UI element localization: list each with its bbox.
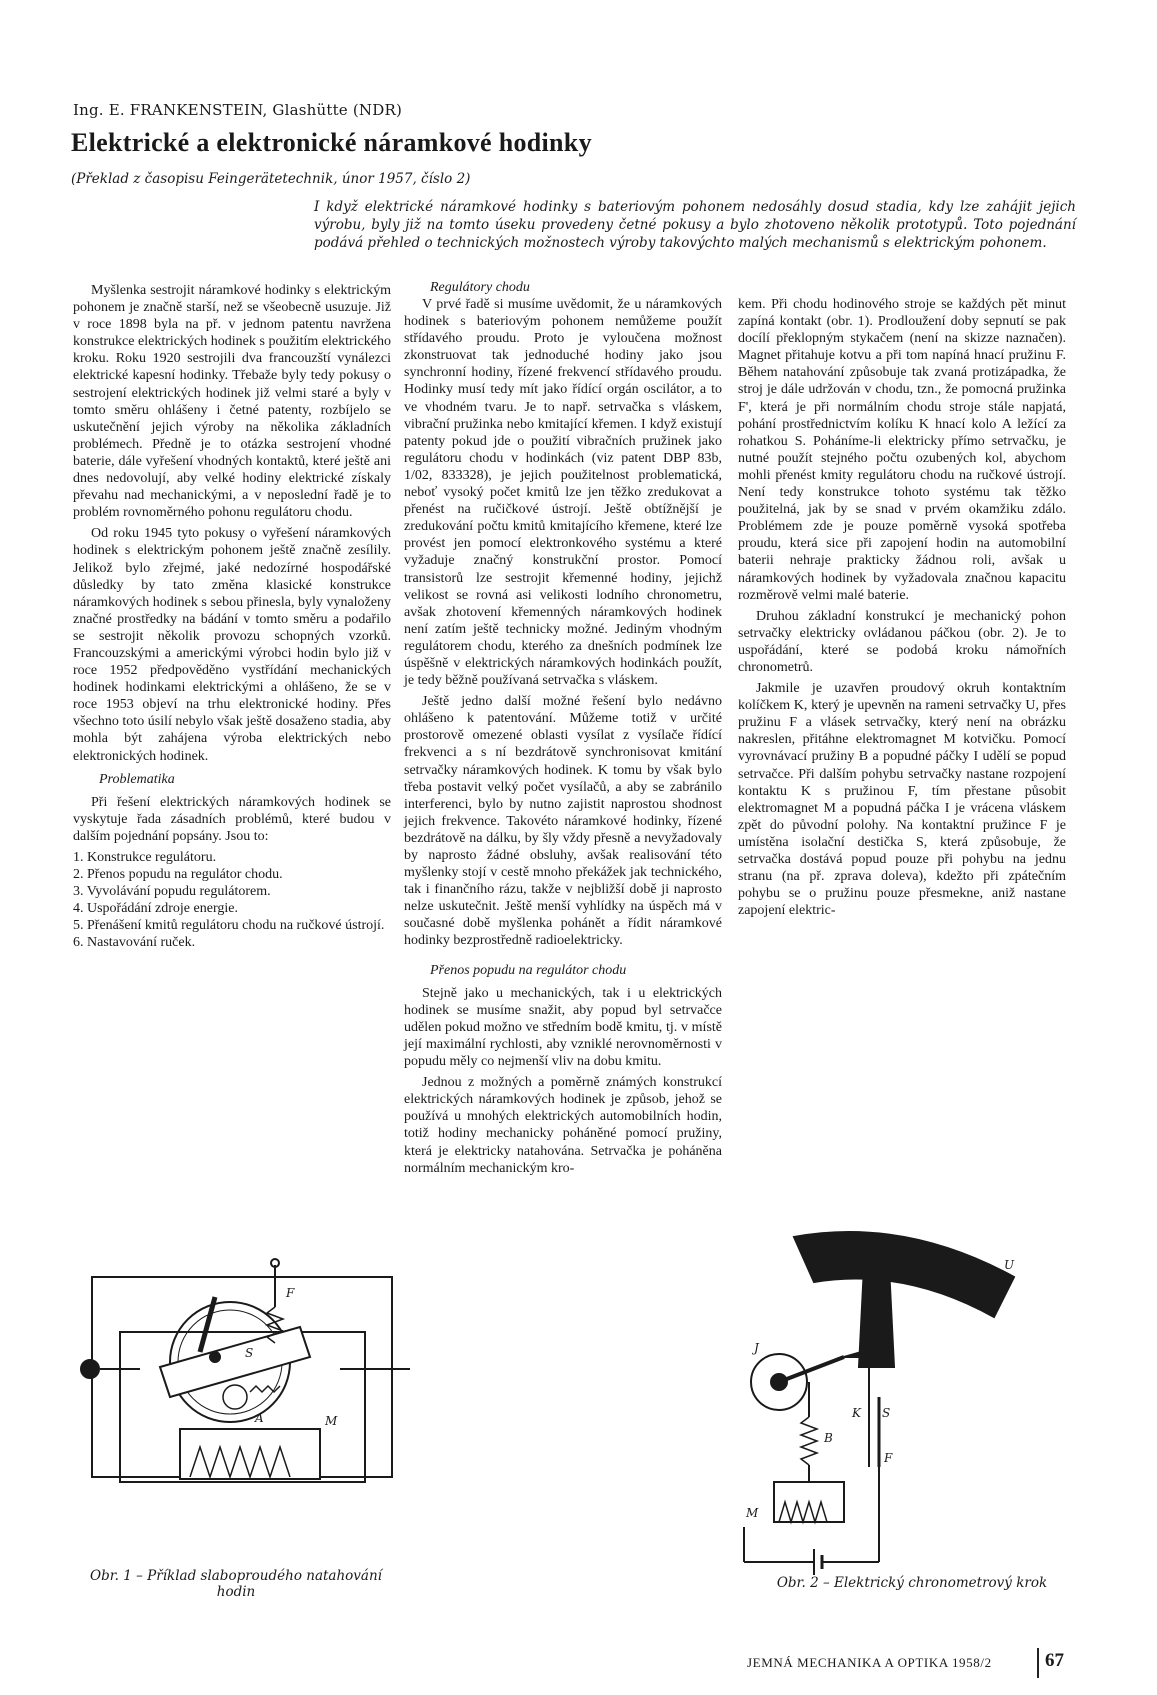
paragraph: Ještě jedno další možné řešení bylo nedávno ohlášeno k patentování. Můžeme totiž v určité prostorově omezené oblasti vysílat z vysílače řídící frekvenci a s ní bezdrátově synchronisovat kmitání setrvačky náramkových hodinek. K tomu by však bylo třeba postavit velký počet vysílačů, a aby se zabránilo interferenci, bylo by nutno zajistit naprostou shodnost jejich frekvence. Takovéto náramkové hodinky, řízené bezdrátově na dálku, by šly vždy přesně a nevyžadovaly by naprosto žádné obsluhy, avšak realisování této myšlenky stojí v cestě mnoho překážek jak technického, tak i finančního rázu, takže v nejbližší době ji naprosto nelze uskutečnit. Ještě menší vyhlídky na úspěch má v současné době myšlenka pohánět a řídit náramkové hodinky bezprostředně radioelektricky. [404, 694, 722, 949]
paragraph: V prvé řadě si musíme uvědomit, že u náramkových hodinek s bateriovým pohonem nemůžeme použít střídavého proudu. Proto je vyloučena možnost zkonstruovat tak jednoduché hodiny jako jsou synchronní hodiny, řízené frekvencí střídavého proudu. Hodinky musí tedy mít jako řídící orgán oscilátor, a to ve vhodném tvaru. Je to např. setrvačka s vláskem, vibrační pružinka nebo kmitající křemen. I když existují patenty pokud jde o použití vibračních pružinek jako regulátoru chodu v hodinkách (viz patent DBP 83b, 1/02, 833328), je jejich použitelnost problematická, neboť vysoký počet kmitů lze jen těžko zredukovat a přenést na ručičkové ústrojí. Ještě obtížnější je zredukování počtu kmitů kmitajícího křemene, které lze provést jen pomocí elektronkového systému a které vyžaduje značný konstrukční prostor. Pomocí transistorů lze sestrojit křemenné hodiny, jejichž velikost se rovná asi velikosti lodního chronometru, avšak zhotovení křemenných náramkových hodinek není zatím ještě technicky možné. Jediným vhodným regulátorem chodu, kterého za dnešních podmínek lze úspěšně v elektrických náramkových hodinkách použít, je tedy běžně používaná setrvačka s vláskem. [404, 297, 722, 689]
fig1-gear [223, 1385, 247, 1409]
author-line: Ing. E. FRANKENSTEIN, Glashütte (NDR) [73, 101, 402, 119]
problem-list [73, 849, 391, 952]
fig1-label-M: M [325, 1414, 338, 1428]
paragraph: kem. Při chodu hodinového stroje se každých pět minut zapíná kontakt (obr. 1). Prodloužení doby sepnutí se pak docílí překlopným stykačem (není na skizze naznačen). Magnet přitahuje kotvu a při tom napíná hnací pružinu F. Během natahování způsobuje tak zvaná protizápadka, že stroj je dále udržován v chodu, tzn., že pomocná pružinka F', která je při normálním chodu stroje stále napjatá, pohání prostřednictvím kolíku K hnací kolo A ležící za rohatkou S. Poháníme-li elektricky přímo setrvačku, je nutné použít stejného počtu ozubených kol, abychom mohli přenést kmity regulátoru chodu na ručkové ústrojí. Není tedy konstrukce tohoto systému tak těžko použitelná, jak by se snad v prvém okamžiku zdálo. Problémem zde je pouze poměrně vysoká spotřeba proudu, která sice při zapojení hodin na automobilní baterii nehraje prakticky žádnou roli, avšak u náramkových hodinek by vyžadovala značnou kapacitu rozměrově velmi malé baterie. [738, 297, 1066, 603]
list-item: 6. Nastavování ruček. [73, 935, 196, 951]
figure-1-caption: Obr. 1 – Příklad slaboproudého natahování hodin [90, 1568, 382, 1600]
list-item: 3. Vyvolávání popudu regulátorem. [73, 884, 271, 900]
figure-2-diagram [746, 1227, 1074, 1567]
fig2-label-F: F [884, 1451, 893, 1465]
fig1-lever [160, 1327, 310, 1397]
fig2-label-S: S [882, 1406, 891, 1420]
paragraph: Myšlenka sestrojit náramkové hodinky s elektrickým pohonem je značně starší, než se všeobecně usuzuje. Již v roce 1898 byla na př. v jednom patentu navržena konstrukce elektrických hodinek s použitím elektrického kroku. Roku 1920 sestrojili dva francouzští vynálezci elektrické kapesní hodinky. Třebaže byly tedy pokusy o sestrojení elektrických hodinek již velmi staré a byly v tomto směru ohlášeny i četné patenty, rozbíjelo se uskutečnění jejich výroby na několika základních problémech. Předně je to otázka sestrojení vhodné baterie, dále vyřešení vhodných kontaktů, které ještě ani dnes nedovolují, aby velké hodiny elektrické získaly převahu nad mechanickými, a v neposlední řadě je to problém rovnoměrného pohonu regulátoru chodu. [73, 283, 391, 521]
fig1-arm [200, 1297, 215, 1352]
section-heading-prenos: Přenos popudu na regulátor chodu [430, 962, 627, 978]
journal-footer: JEMNÁ MECHANIKA A OPTIKA 1958/2 [747, 1655, 992, 1670]
fig2-label-J: J [754, 1341, 759, 1355]
fig1-label-F: F [286, 1286, 295, 1300]
footer-divider [1037, 1648, 1039, 1678]
column-2 [404, 280, 722, 1181]
paragraph: Stejně jako u mechanických, tak i u elektrických hodinek se musíme snažit, aby popud byl setrvačce udělen pokud možno ve středním bodě kmitu, tj. v místě její maximální rychlosti, aby vzniklé nerovnoměrnosti v popudu měly co nejmenší vliv na dobu kmitu. [404, 985, 722, 1070]
paragraph: Od roku 1945 tyto pokusy o vyřešení náramkových hodinek s elektrickým pohonem ještě značně zesílily. Jelikož bylo zřejmé, jaké nedozírné hospodářské důsledky by tato změna klasické konstrukce náramkových hodinek s sebou přinesla, byly vynaloženy značné prostředky na bádání v tomto směru a podařilo se sestrojit několik provozu schopných vzorků. Francouzskými a americkými výrobci hodin bylo již v roce 1952 předpověděno vystřídání mechanických hodinek hodinkami elektrickými a ohlášeno, že se v roce 1953 objeví na trhu elektronické hodiny. Přes všechno toto úsilí nebylo však ještě dosaženo stadia, aby mohla být zahájena výroba elektrických nebo elektronických hodinek. [73, 526, 391, 764]
column-3 [738, 296, 1066, 923]
page-number: 67 [1045, 1650, 1064, 1671]
fig2-label-U: U [1004, 1258, 1015, 1272]
paragraph: Druhou základní konstrukcí je mechanický pohon setrvačky elektricky ovládanou páčkou (obr. 2). Je to uspořádání, které se podobá kroku námořních chronometrů. [738, 608, 1066, 675]
list-item: 2. Přenos popudu na regulátor chodu. [73, 867, 283, 883]
list-item: 5. Přenášení kmitů regulátoru chodu na ručkové ústrojí. [73, 918, 385, 934]
paragraph: Při řešení elektrických náramkových hodinek se vyskytuje řada zásadních problémů, které budou v dalším pojednání popsány. Jsou to: [73, 794, 391, 844]
fig2-label-B: B [824, 1431, 833, 1445]
fig1-pivot [210, 1352, 220, 1362]
article-title: Elektrické a elektronické náramkové hodinky [71, 128, 592, 157]
fig2-impulse-lever [779, 1357, 844, 1382]
list-item: 4. Uspořádání zdroje energie. [73, 901, 238, 917]
fig2-label-M: M [746, 1506, 759, 1520]
fig1-label-S: S [245, 1346, 254, 1360]
section-heading-regulatory: Regulátory chodu [430, 280, 530, 295]
fig1-magnet [180, 1429, 320, 1479]
fig2-spring-B [801, 1417, 817, 1465]
translation-note: (Překlad z časopisu Feingerätetechnik, únor 1957, číslo 2) [71, 171, 471, 187]
figure-2-caption: Obr. 2 – Elektrický chronometrový krok [776, 1575, 1048, 1591]
fig1-knob [81, 1360, 99, 1378]
column-1 [73, 282, 391, 952]
paragraph: Jakmile je uzavřen proudový okruh kontaktním kolíčkem K, který je upevněn na rameni setrvačky U, přes pružinu F a vlásek setrvačky, který není na obrázku nakreslen, přitáhne elektromagnet M kotvičku. Pomocí vyrovnávací pružiny B a popudné páčky I udělí se popud setrvačce. Při dalším pohybu setrvačky nastane rozpojení kontaktu K s pružinou F, tím přestane působit elektromagnet M a popudná páčka I je vrácena vláskem zpět do původní polohy. Na kontaktní pružince F je umístěna isolační destička S, která způsobuje, že setrvačka dostává popud pouze při pohybu na jednu stranu (na př. zprava doleva), kdežto při zpátečním pohybu se o pružinu pouze přesmekne, aniž nastane zapojení elektric- [738, 681, 1066, 919]
list-item: 1. Konstrukce regulátoru. [73, 850, 217, 865]
abstract: I když elektrické náramkové hodinky s bateriovým pohonem nedosáhly dosud stadia, kdy lze zahájit jejich výrobu, byly již na tomto úseku provedeny četné pokusy a bylo zhotoveno několik prototypů. Toto pojednání podává přehled o technických možnostech výroby takovýchto malých mechanismů s elektrickým pohonem. [314, 199, 1076, 251]
paragraph: Jednou z možných a poměrně známých konstrukcí elektrických náramkových hodinek je způsob, jehož se používá u mnohých elektrických automobilních hodin, totiž hodiny mechanicky poháněné pomocí pružiny, která je elektricky natahována. Setrvačka je poháněna normálním mechanickým kro- [404, 1075, 722, 1176]
fig2-label-K: K [852, 1406, 861, 1420]
figure-1-diagram [80, 1257, 400, 1557]
section-heading-problematika: Problematika [99, 771, 175, 787]
fig1-label-A: A [255, 1411, 264, 1425]
fig2-balance-arm [794, 1232, 1014, 1317]
